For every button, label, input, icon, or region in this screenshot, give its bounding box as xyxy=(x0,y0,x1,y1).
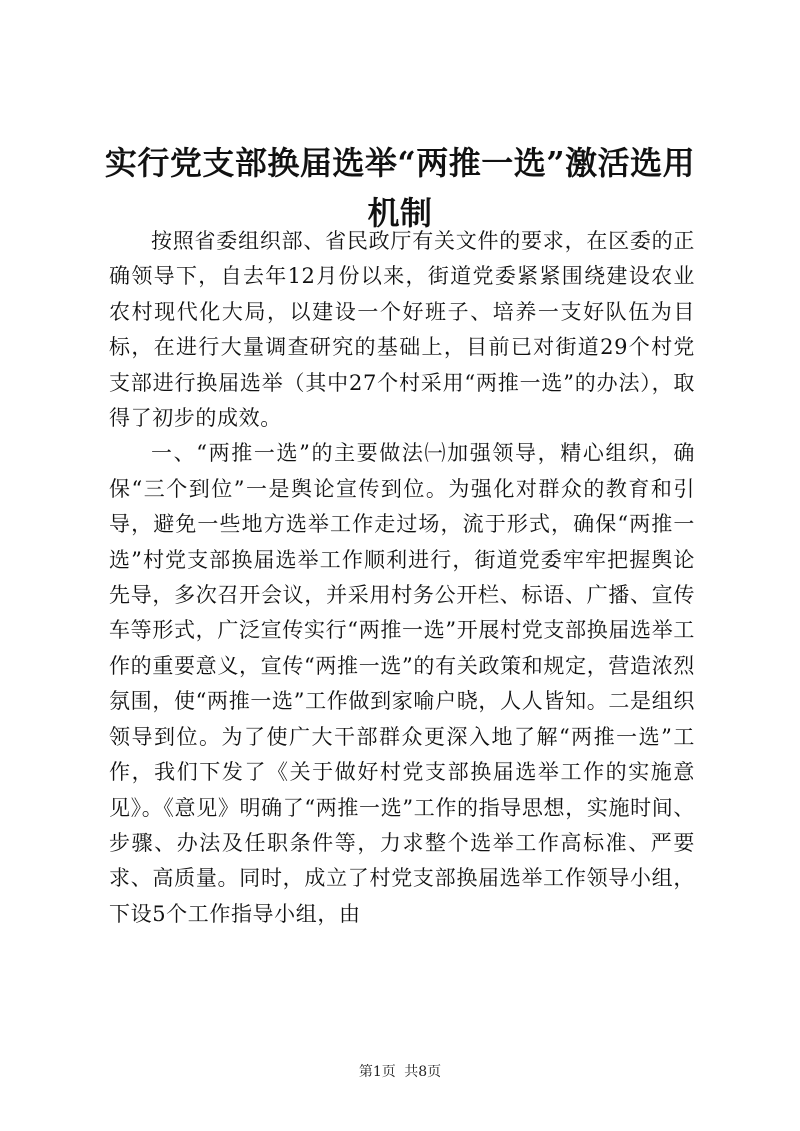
document-title: 实行党支部换届选举“两推一选”激活选用机制 xyxy=(104,144,696,232)
page-number: 第1页 xyxy=(358,1064,396,1080)
page-total: 共8页 xyxy=(404,1064,442,1080)
paragraph-section-one: 一、“两推一选”的主要做法㈠加强领导，精心组织，确保“三个到位”一是舆论宣传到位。为强化对群众的教育和引导，避免一些地方选举工作走过场，流于形式，确保“两推一选”村党支部换届选举工作顺利进行，街道党委牢牢把握舆论先导，多次召开会议，并采用村务公开栏、标语、广播、宣传车等形式，广泛宣传实行“两推一选”开展村党支部换届选举工作的重要意义，宣传“两推一选”的有关政策和规定，营造浓烈氛围，使“两推一选”工作做到家喻户晓，人人皆知。二是组织领导到位。为了使广大干部群众更深入地了解“两推一选”工作，我们下发了《关于做好村党支部换届选举工作的实施意见》。《意见》明确了“两推一选”工作的指导思想，实施时间、步骤、办法及任职条件等，力求整个选举工作高标准、严要求、高质量。同时，成立了村党支部换届选举工作领导小组，下设5个工作指导小组，由 xyxy=(109,441,695,926)
page-footer xyxy=(0,1062,800,1082)
paragraph-intro: 按照省委组织部、省民政厅有关文件的要求，在区委的正确领导下，自去年12月份以来，街道党委紧紧围绕建设农业农村现代化大局，以建设一个好班子、培养一支好队伍为目标，在进行大量调查研究的基础上，目前已对街道29个村党支部进行换届选举（其中27个村采用“两推一选”的办法），取得了初步的成效。 xyxy=(109,229,695,431)
document-body xyxy=(109,224,695,932)
